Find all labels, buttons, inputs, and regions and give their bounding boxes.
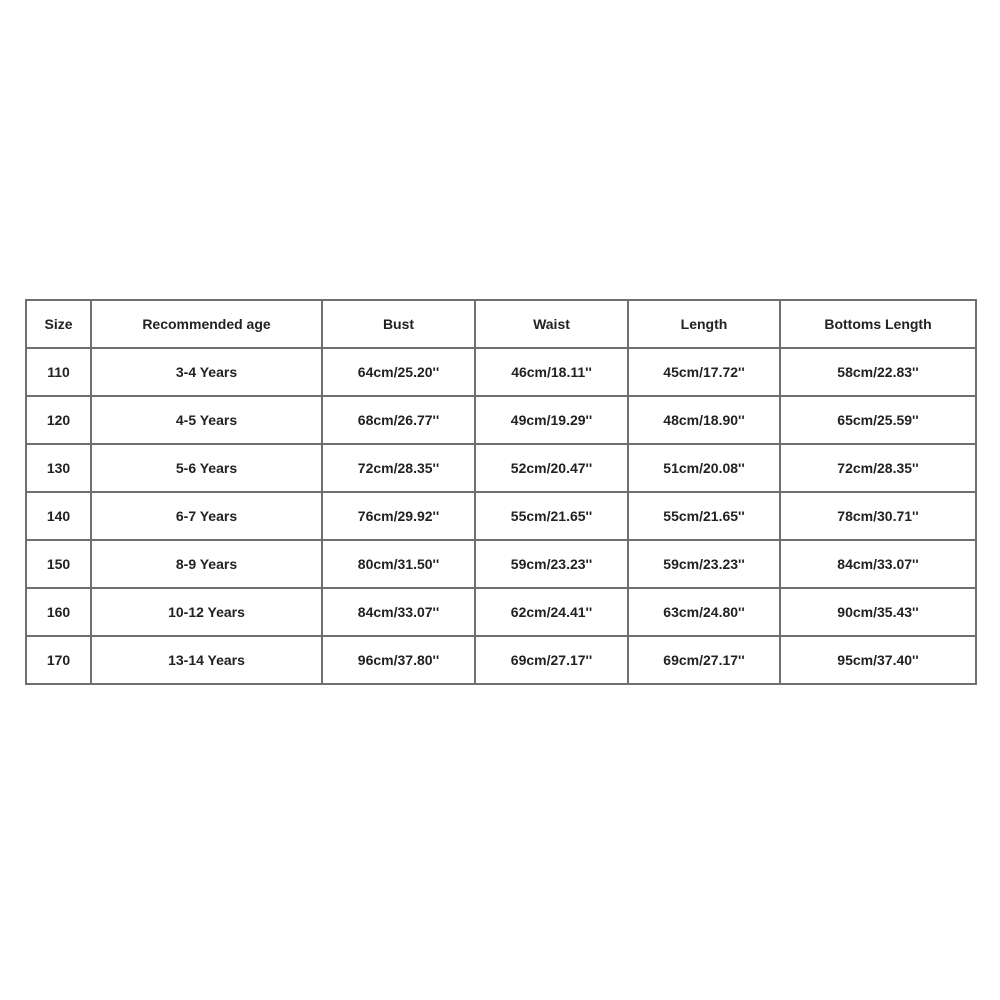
cell-waist: 55cm/21.65'' bbox=[475, 492, 628, 540]
cell-recommended-age: 3-4 Years bbox=[91, 348, 322, 396]
cell-length: 45cm/17.72'' bbox=[628, 348, 780, 396]
cell-bust: 72cm/28.35'' bbox=[322, 444, 475, 492]
cell-waist: 49cm/19.29'' bbox=[475, 396, 628, 444]
cell-recommended-age: 8-9 Years bbox=[91, 540, 322, 588]
cell-length: 48cm/18.90'' bbox=[628, 396, 780, 444]
cell-recommended-age: 13-14 Years bbox=[91, 636, 322, 684]
cell-waist: 69cm/27.17'' bbox=[475, 636, 628, 684]
header-bust: Bust bbox=[322, 300, 475, 348]
cell-bust: 80cm/31.50'' bbox=[322, 540, 475, 588]
size-chart-container bbox=[25, 299, 975, 685]
cell-size: 110 bbox=[26, 348, 91, 396]
table-row bbox=[26, 444, 976, 492]
cell-recommended-age: 5-6 Years bbox=[91, 444, 322, 492]
cell-bottoms-length: 95cm/37.40'' bbox=[780, 636, 976, 684]
header-recommended-age: Recommended age bbox=[91, 300, 322, 348]
table-header-row bbox=[26, 300, 976, 348]
table-row bbox=[26, 540, 976, 588]
size-chart-table bbox=[25, 299, 977, 685]
cell-size: 160 bbox=[26, 588, 91, 636]
cell-length: 69cm/27.17'' bbox=[628, 636, 780, 684]
cell-waist: 46cm/18.11'' bbox=[475, 348, 628, 396]
cell-bottoms-length: 72cm/28.35'' bbox=[780, 444, 976, 492]
cell-bust: 68cm/26.77'' bbox=[322, 396, 475, 444]
header-waist: Waist bbox=[475, 300, 628, 348]
cell-length: 55cm/21.65'' bbox=[628, 492, 780, 540]
header-length: Length bbox=[628, 300, 780, 348]
cell-waist: 62cm/24.41'' bbox=[475, 588, 628, 636]
cell-bottoms-length: 78cm/30.71'' bbox=[780, 492, 976, 540]
table-row bbox=[26, 396, 976, 444]
cell-size: 140 bbox=[26, 492, 91, 540]
table-row bbox=[26, 636, 976, 684]
cell-bottoms-length: 90cm/35.43'' bbox=[780, 588, 976, 636]
cell-waist: 52cm/20.47'' bbox=[475, 444, 628, 492]
cell-bust: 96cm/37.80'' bbox=[322, 636, 475, 684]
cell-bottoms-length: 84cm/33.07'' bbox=[780, 540, 976, 588]
cell-bust: 76cm/29.92'' bbox=[322, 492, 475, 540]
cell-length: 63cm/24.80'' bbox=[628, 588, 780, 636]
cell-waist: 59cm/23.23'' bbox=[475, 540, 628, 588]
cell-size: 130 bbox=[26, 444, 91, 492]
cell-size: 170 bbox=[26, 636, 91, 684]
cell-length: 51cm/20.08'' bbox=[628, 444, 780, 492]
cell-bottoms-length: 65cm/25.59'' bbox=[780, 396, 976, 444]
cell-bust: 64cm/25.20'' bbox=[322, 348, 475, 396]
cell-bottoms-length: 58cm/22.83'' bbox=[780, 348, 976, 396]
table-row bbox=[26, 588, 976, 636]
cell-recommended-age: 6-7 Years bbox=[91, 492, 322, 540]
cell-recommended-age: 10-12 Years bbox=[91, 588, 322, 636]
cell-length: 59cm/23.23'' bbox=[628, 540, 780, 588]
table-row bbox=[26, 348, 976, 396]
cell-bust: 84cm/33.07'' bbox=[322, 588, 475, 636]
cell-size: 150 bbox=[26, 540, 91, 588]
header-bottoms-length: Bottoms Length bbox=[780, 300, 976, 348]
table-row bbox=[26, 492, 976, 540]
cell-recommended-age: 4-5 Years bbox=[91, 396, 322, 444]
header-size: Size bbox=[26, 300, 91, 348]
cell-size: 120 bbox=[26, 396, 91, 444]
